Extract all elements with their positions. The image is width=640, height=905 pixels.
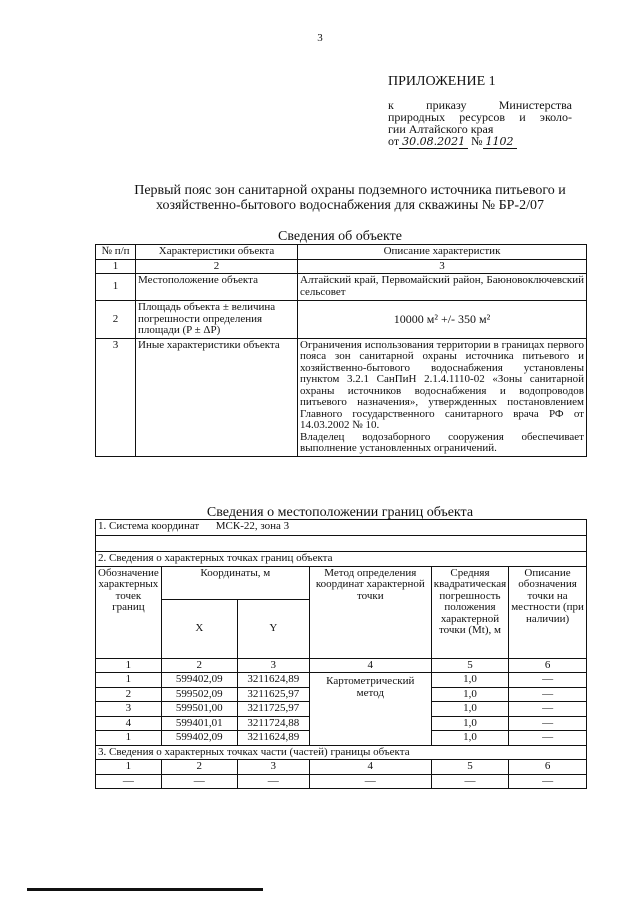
point-y: 3211725,97 xyxy=(237,702,309,717)
section2-label: 2. Сведения о характерных точках границ объекта xyxy=(96,552,587,567)
point-error: 1,0 xyxy=(431,673,508,688)
appendix-ref-line: гии Алтайского края xyxy=(388,122,494,136)
table-row xyxy=(96,274,587,301)
table-row xyxy=(96,673,587,688)
index-cell: 2 xyxy=(136,259,298,274)
appendix-reference xyxy=(388,99,572,148)
table-index-row xyxy=(96,658,587,673)
table-row xyxy=(96,338,587,456)
section3-label: 3. Сведения о характерных точках части (частей) границы объекта xyxy=(96,745,587,760)
point-desc: — xyxy=(509,731,587,746)
point-y: 3211624,89 xyxy=(237,673,309,688)
empty-cell: — xyxy=(161,774,237,789)
empty-cell: — xyxy=(309,774,431,789)
empty-cell: — xyxy=(509,774,587,789)
point-id: 3 xyxy=(96,702,162,717)
index-cell: 3 xyxy=(298,259,587,274)
header-cell: Характеристики объекта xyxy=(136,245,298,260)
index-cell: 2 xyxy=(161,658,237,673)
header-cell: Средняя квадратическая погрешность положения характерной точки (Mt), м xyxy=(431,566,508,658)
empty-cell: — xyxy=(431,774,508,789)
location-info-heading: Сведения о местоположении границ объекта xyxy=(206,505,474,520)
point-x: 599402,09 xyxy=(161,673,237,688)
document-title: Первый пояс зон санитарной охраны подземного источника питьевого и хозяйственно-бытового водоснабжения для скважины № БР-2/07 xyxy=(134,183,566,213)
point-desc: — xyxy=(509,702,587,717)
index-cell: 4 xyxy=(309,658,431,673)
point-desc: — xyxy=(509,673,587,688)
index-cell: 3 xyxy=(237,760,309,775)
date-value: 30.08.2021 xyxy=(399,135,468,149)
index-cell: 5 xyxy=(431,760,508,775)
index-cell: 1 xyxy=(96,259,136,274)
header-cell: Координаты, м xyxy=(161,566,309,599)
coord-system-value: МСК-22, зона 3 xyxy=(215,520,290,532)
object-info-table xyxy=(95,244,587,457)
number-value: 1102 xyxy=(483,135,517,149)
header-cell: № п/п xyxy=(96,245,136,260)
header-cell: Описание обозначения точки на местности (при наличии) xyxy=(509,566,587,658)
index-cell: 2 xyxy=(161,760,237,775)
point-error: 1,0 xyxy=(431,731,508,746)
index-cell: 6 xyxy=(509,760,587,775)
appendix-ref-line: к приказу Министерства xyxy=(388,98,572,112)
point-desc: — xyxy=(509,687,587,702)
index-cell: 1 xyxy=(96,760,162,775)
point-x: 599502,09 xyxy=(161,687,237,702)
index-cell: 5 xyxy=(431,658,508,673)
point-id: 1 xyxy=(96,731,162,746)
point-error: 1,0 xyxy=(431,716,508,731)
spacer-cell xyxy=(96,536,587,552)
date-prefix: от xyxy=(388,134,400,148)
point-id: 4 xyxy=(96,716,162,731)
index-cell: 4 xyxy=(309,760,431,775)
point-x: 599401,01 xyxy=(161,716,237,731)
row-desc-paragraph: Ограничения использования территории в границах первого пояса зон санитарной охраны источника питьевого и хозяйственно-бытового водоснабжения установлены пунктом 3.2.1 СанПиН 2.1.4.1110-02 «Зоны санитарной охраны источников водоснабжения и водопроводов питьевого назначения», утвержденных постановлением Главного государственного санитарного врача РФ от 14.03.2002 № 10. xyxy=(300,338,584,431)
row-number: 3 xyxy=(96,338,136,456)
spacer-row xyxy=(96,536,587,552)
number-prefix: № xyxy=(471,134,483,148)
object-info-heading: Сведения об объекте xyxy=(278,229,402,244)
row-name: Иные характеристики объекта xyxy=(136,338,298,456)
index-cell: 6 xyxy=(509,658,587,673)
header-cell: Метод определения координат характерной точки xyxy=(309,566,431,658)
row-name: Местоположение объекта xyxy=(136,274,298,301)
point-y: 3211624,89 xyxy=(237,731,309,746)
row-number: 1 xyxy=(96,274,136,301)
point-id: 1 xyxy=(96,673,162,688)
footer-rule xyxy=(27,888,263,891)
row-name: Площадь объекта ± величина погрешности определения площади (P ± ΔP) xyxy=(136,301,298,339)
header-cell: Обозначение характерных точек границ xyxy=(96,566,162,658)
table-header-row xyxy=(96,566,587,599)
row-desc xyxy=(298,338,587,456)
row-desc: 10000 м² +/- 350 м² xyxy=(298,301,587,339)
page-number: 3 xyxy=(317,32,323,44)
empty-cell: — xyxy=(237,774,309,789)
table-header-row xyxy=(96,245,587,260)
header-cell: Описание характеристик xyxy=(298,245,587,260)
table-row xyxy=(96,301,587,339)
point-error: 1,0 xyxy=(431,702,508,717)
point-id: 2 xyxy=(96,687,162,702)
section-row xyxy=(96,745,587,760)
table-row xyxy=(96,774,587,789)
coord-system-row xyxy=(96,520,587,536)
appendix-ref-line: природных ресурсов и эколо- xyxy=(388,110,572,124)
method-cell: Картометрический метод xyxy=(309,673,431,746)
row-desc-paragraph: Владелец водозаборного сооружения обеспечивает выполнение установленных ограничений. xyxy=(300,430,584,454)
point-x: 599501,00 xyxy=(161,702,237,717)
point-error: 1,0 xyxy=(431,687,508,702)
coord-system-cell xyxy=(96,520,587,536)
index-cell: 1 xyxy=(96,658,162,673)
header-cell-y: Y xyxy=(237,599,309,658)
coord-system-label: 1. Система координат xyxy=(98,520,200,532)
row-number: 2 xyxy=(96,301,136,339)
point-x: 599402,09 xyxy=(161,731,237,746)
appendix-title: ПРИЛОЖЕНИЕ 1 xyxy=(388,74,496,89)
table-index-row xyxy=(96,760,587,775)
index-cell: 3 xyxy=(237,658,309,673)
location-info-table xyxy=(95,519,587,789)
header-cell-x: X xyxy=(161,599,237,658)
section-row xyxy=(96,552,587,567)
point-desc: — xyxy=(509,716,587,731)
point-y: 3211625,97 xyxy=(237,687,309,702)
empty-cell: — xyxy=(96,774,162,789)
point-y: 3211724,88 xyxy=(237,716,309,731)
appendix-date-line xyxy=(388,135,572,148)
row-desc: Алтайский край, Первомайский район, Баюновоключевский сельсовет xyxy=(298,274,587,301)
table-index-row xyxy=(96,259,587,274)
